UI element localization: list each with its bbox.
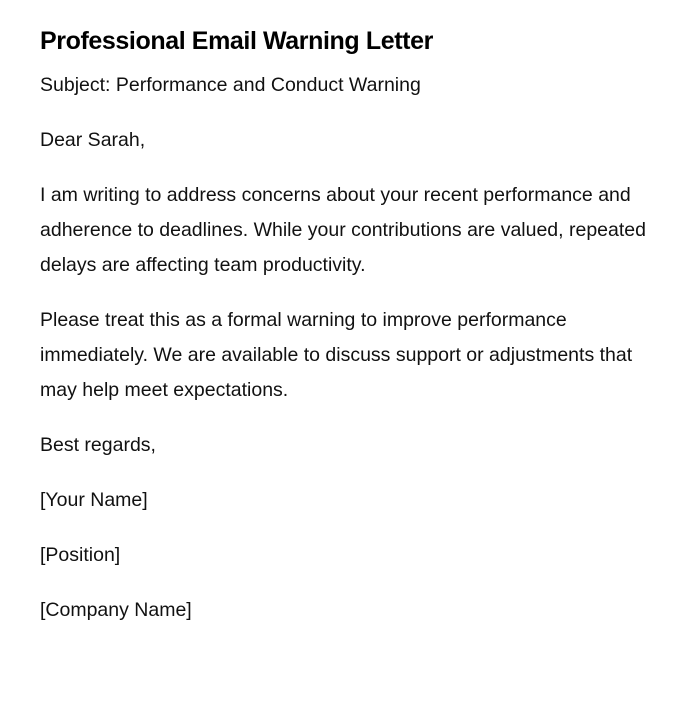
letter-document bbox=[40, 24, 665, 648]
greeting: Dear Sarah, bbox=[40, 129, 146, 151]
letter-title: Professional Email Warning Letter bbox=[40, 27, 433, 55]
subject-line: Subject: Performance and Conduct Warning bbox=[40, 74, 421, 96]
closing: Best regards, bbox=[40, 434, 156, 456]
body-paragraph-2: Please treat this as a formal warning to improve performance immediately. We are available to discuss support or adjustments that may help meet expectations. bbox=[40, 309, 633, 401]
body-paragraph-1: I am writing to address concerns about your recent performance and adherence to deadlines. While your contributions are valued, repeated delays are affecting team productivity. bbox=[40, 184, 646, 276]
signature-position: [Position] bbox=[40, 544, 121, 566]
signature-company: [Company Name] bbox=[40, 599, 192, 621]
signature-name: [Your Name] bbox=[40, 489, 148, 511]
